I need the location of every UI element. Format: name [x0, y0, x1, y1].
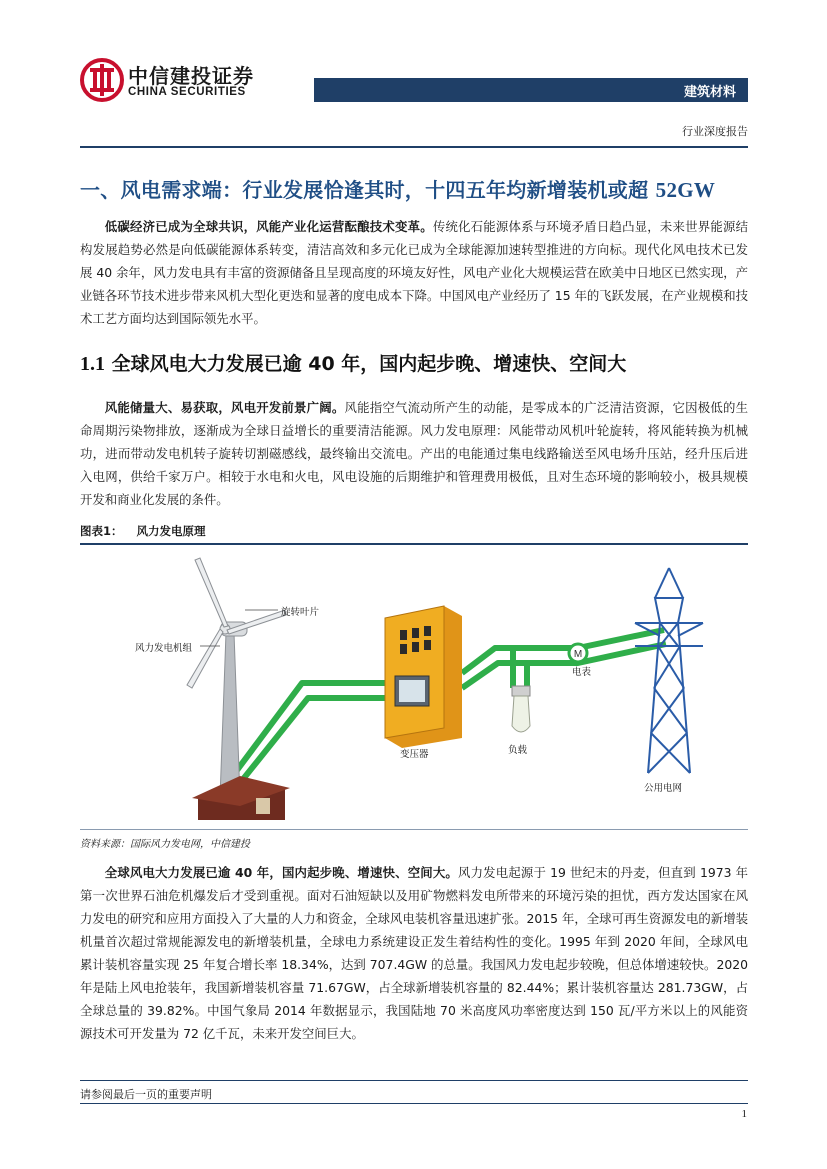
label-public-grid: 公用电网 — [644, 783, 683, 794]
transmission-tower — [635, 568, 703, 773]
history-lead: 全球风电大力发展已逾 40 年，国内起步晚、增速快、空间大。 — [104, 865, 459, 880]
citic-logo-icon — [80, 58, 124, 102]
meter-icon — [569, 644, 587, 662]
wind-energy-lead: 风能储量大、易获取，风电开发前景广阔。 — [104, 400, 345, 415]
sector-banner — [314, 78, 748, 102]
house-icon — [192, 776, 290, 820]
subsection-title: 全球风电大力发展已逾 40 年，国内起步晚、增速快、空间大 — [105, 353, 627, 375]
label-wind-turbine: 风力发电机组 — [135, 643, 193, 654]
brand-name-en: CHINA SECURITIES — [128, 86, 246, 98]
figure-caption — [80, 523, 206, 539]
company-logo — [80, 58, 260, 104]
wind-power-diagram — [80, 548, 748, 826]
label-transformer: 变压器 — [400, 749, 429, 760]
footer-rule-bottom — [80, 1103, 748, 1104]
meter-symbol: M — [573, 649, 583, 660]
page-number: 1 — [741, 1108, 747, 1120]
section-heading-number: 52GW — [655, 178, 716, 202]
brand-name-cn: 中信建投证券 — [128, 64, 254, 88]
sector-label: 建筑材料 — [683, 85, 736, 100]
figure-rule-top — [80, 543, 748, 545]
figure-label: 图表1： — [80, 524, 123, 538]
subsection-number: 1.1 — [80, 353, 105, 375]
figure-title: 风力发电原理 — [136, 524, 206, 538]
header-rule — [80, 146, 748, 148]
label-meter: 电表 — [572, 667, 592, 678]
figure-source: 资料来源：国际风力发电网，中信建投 — [80, 839, 250, 850]
transformer-box — [385, 606, 462, 748]
section-heading — [80, 174, 748, 203]
figure-rule-bottom — [80, 829, 748, 830]
wind-energy-body: 风能指空气流动所产生的动能，是零成本的广泛清洁资源，它因极低的生命周期污染物排放，逐渐成为全球日益增长的重要清洁能源。风力发电原理：风能带动风机叶轮旋转，将风能转换为机械功，进而带动发电机转子旋转切割磁感线，最终输出交流电。产出的电能通过集电线路输送至风电场升压站，经升压后进入电网，供给千家万户。相较于水电和火电，风电设施的后期维护和管理费用极低，且对生态环境的影响较小，极具规模开发和商业化发展的条件。 — [80, 400, 749, 507]
wind-turbine — [187, 558, 286, 798]
disclaimer-note: 请参阅最后一页的重要声明 — [80, 1088, 212, 1101]
wind-energy-paragraph — [80, 396, 748, 511]
subsection-heading — [80, 349, 626, 376]
history-body: 风力发电起源于 19 世纪末的丹麦，但直到 1973 年第一次世界石油危机爆发后才受到重视。面对石油短缺以及用矿物燃料发电所带来的环境污染的担忧，西方发达国家在风力发电的研究和应用方面投入了大量的人力和资金，全球风电装机容量迅速扩张。2015 年，全球可再生资源发电的新增装机量首次超过常规能源发电的新增装机量，全球电力系统建设正发生着结构性的变化。1995 年到 2020 年间，全球风电累计装机容量实现 25 年复合增长率 18.34%，达到 707.4GW 的总量。我国风力发电起步较晚，但总体增速较快。2020 年是陆上风电抢装年，我国新增装机容量 71.67GW，占全球新增装机容量的 82.44%；累计装机容量达 281.73GW，占全球总量的 39.82%。中国气象局 2014 年数据显示，我国陆地 70 米高度风功率密度达到 150 瓦/平方米以上的风能资源技术可开发量为 72 亿千瓦，未来开发空间巨大。 — [80, 865, 748, 1041]
history-paragraph — [80, 861, 748, 1045]
label-rotating-blades: 旋转叶片 — [281, 607, 320, 618]
report-type: 行业深度报告 — [682, 125, 748, 138]
intro-body: 传统化石能源体系与环境矛盾日趋凸显，未来世界能源结构发展趋势必然是向低碳能源体系转变，清洁高效和多元化已成为全球能源加速转型推进的方向标。现代化风电技术已发展 40 余年，风力发电具有丰富的资源储备且呈现高度的环境友好性，风电产业化大规模运营在欧美中日地区已然实现，产业链各环节技术进步带来风机大型化更迭和显著的度电成本下降。中国风电产业经历了 15 年的飞跃发展，在产业规模和技术工艺方面均达到国际领先水平。 — [80, 219, 749, 326]
intro-paragraph — [80, 215, 748, 330]
bulb-icon — [512, 686, 530, 732]
label-load: 负载 — [508, 745, 528, 756]
section-heading-text: 一、风电需求端：行业发展恰逢其时，十四五年均新增装机或超 — [80, 178, 656, 202]
intro-lead: 低碳经济已成为全球共识，风能产业化运营酝酿技术变革。 — [104, 219, 433, 234]
footer-rule — [80, 1080, 748, 1081]
